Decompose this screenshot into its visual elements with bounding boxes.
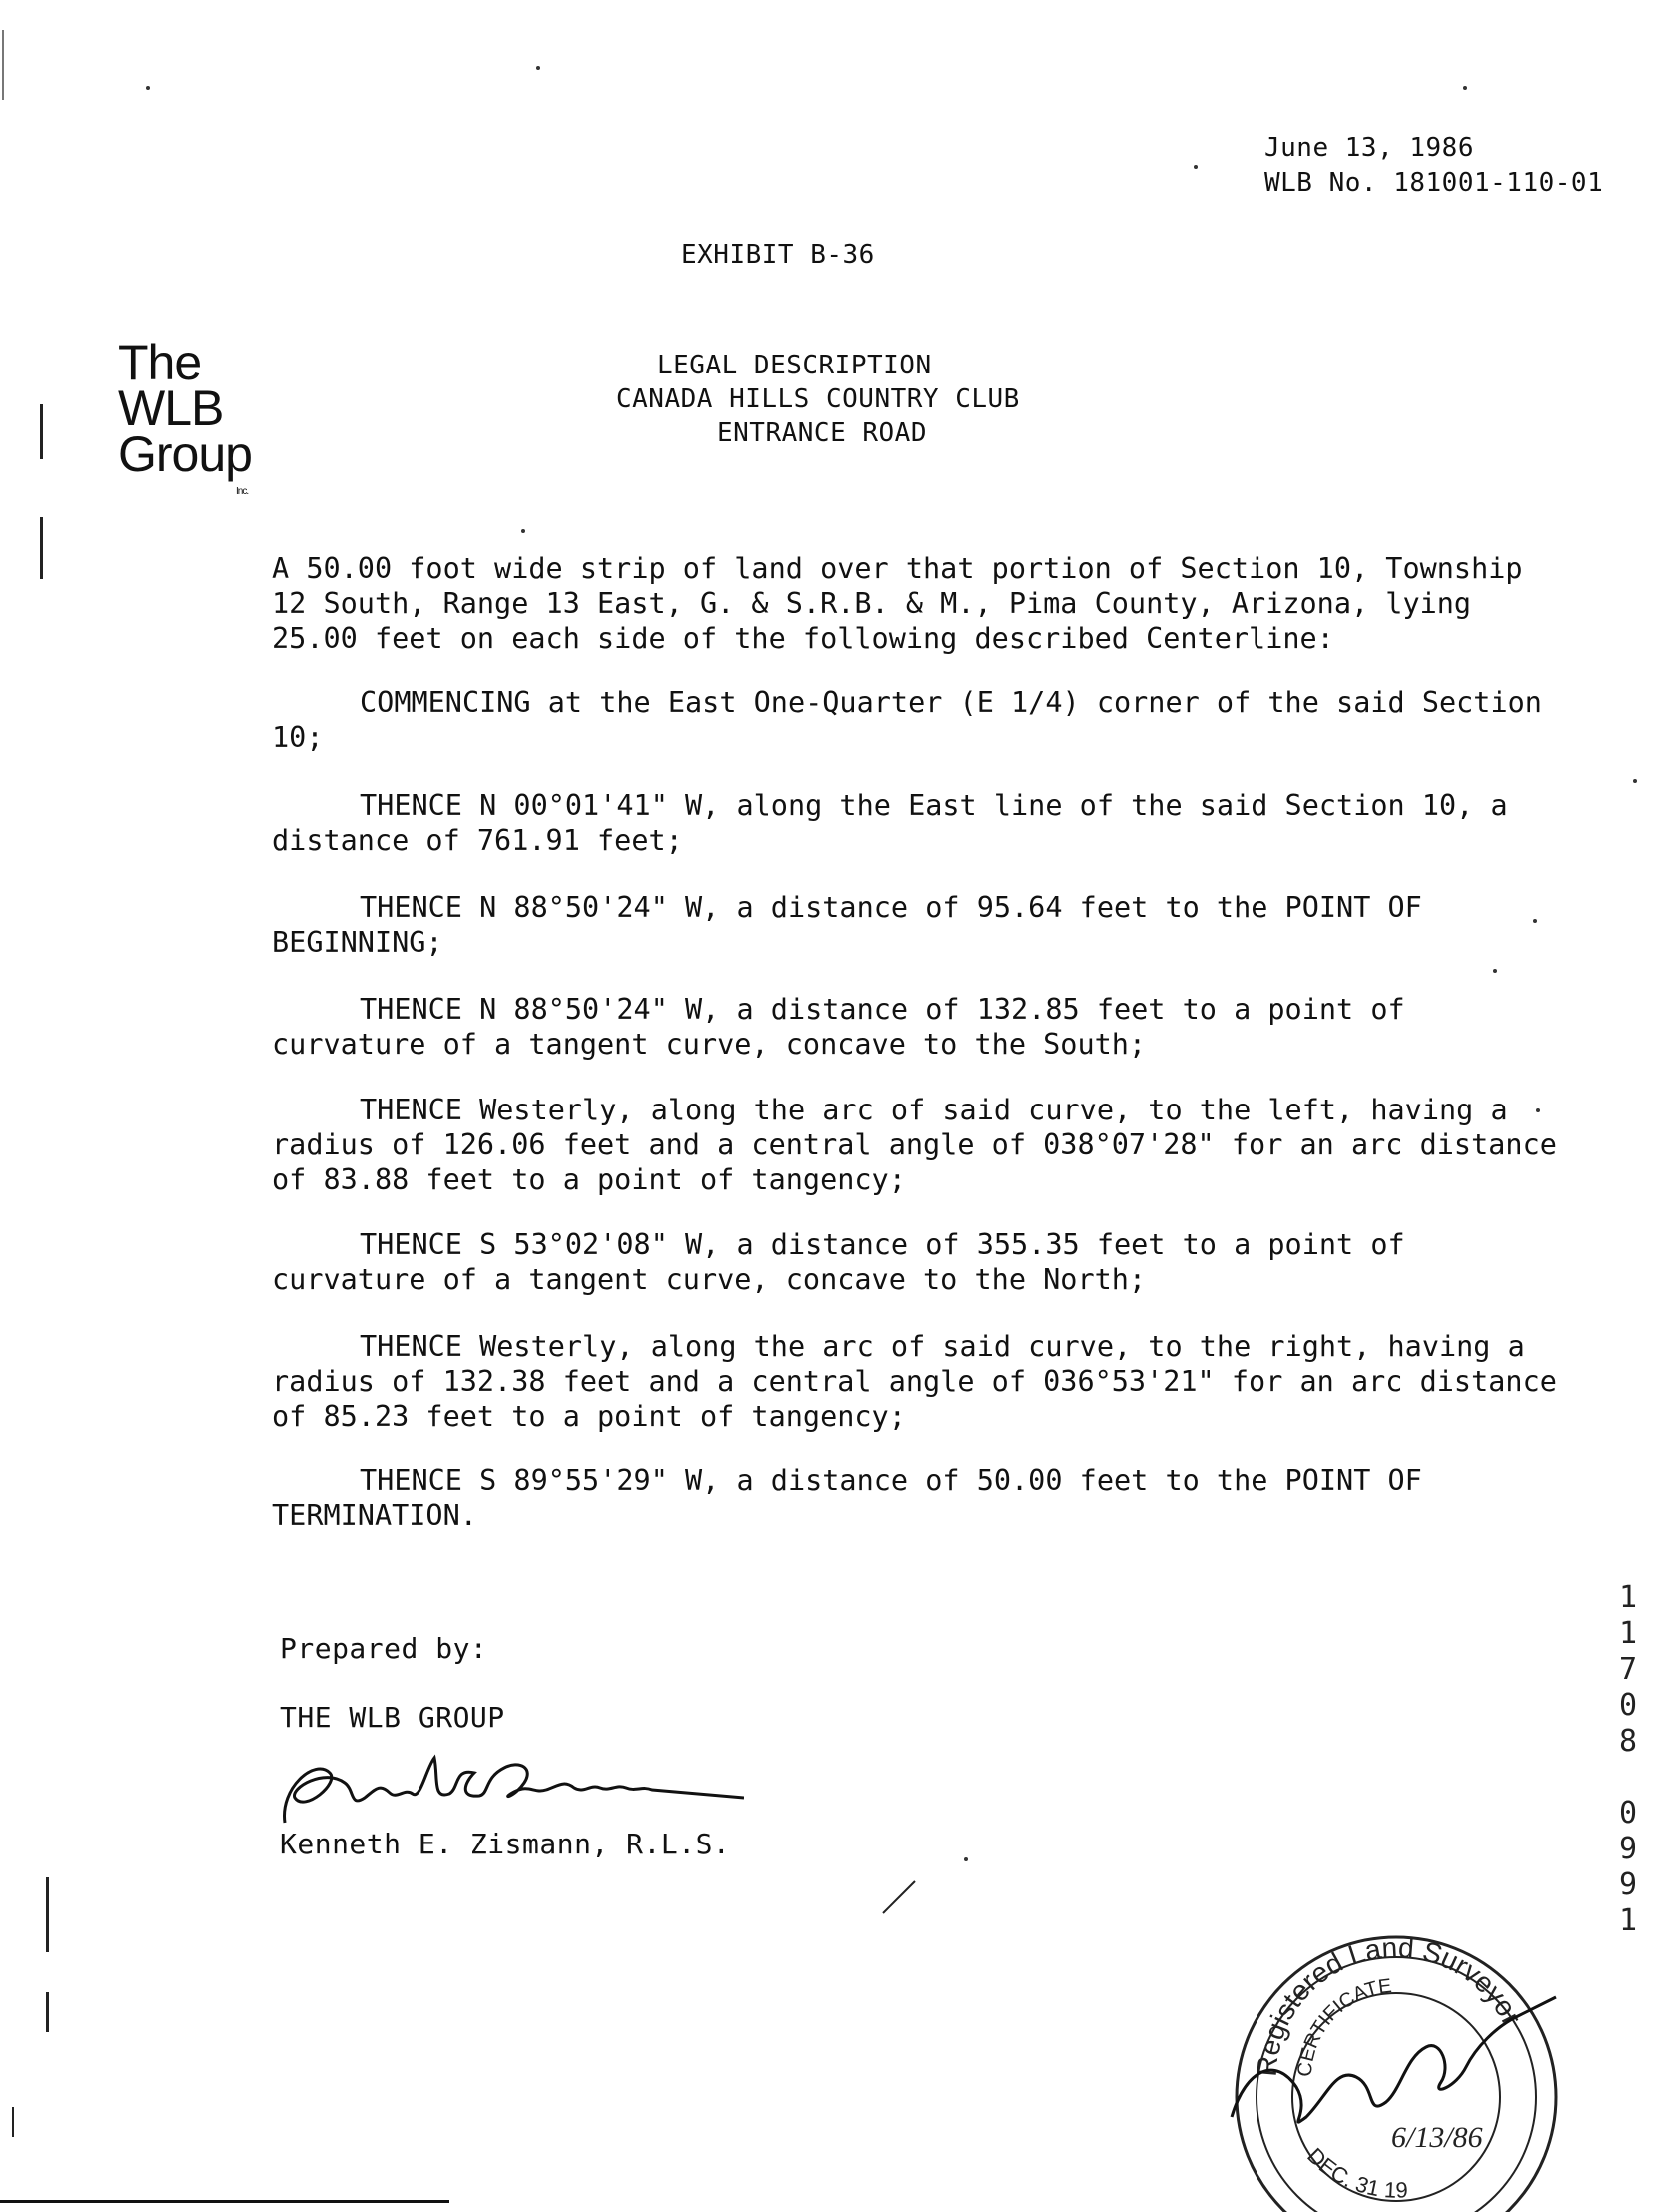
margin-mark [46, 1877, 49, 1952]
course-4-paragraph [272, 1227, 1570, 1297]
course-2-paragraph [272, 890, 1570, 960]
course-3-paragraph [272, 992, 1570, 1062]
commencing-text: COMMENCING at the East One-Quarter (E 1/4) corner of the said Section 10; [272, 686, 1542, 754]
seal-bottom-text: DEC. 31 19 [1302, 2142, 1409, 2203]
course-2-text: THENCE N 88°50'24" W, a distance of 95.64 feet to the POINT OF BEGINNING; [272, 891, 1422, 959]
exhibit-label: EXHIBIT B-36 [681, 240, 875, 270]
bottom-rule [0, 2200, 449, 2203]
course-3-text: THENCE N 88°50'24" W, a distance of 132.85 feet to a point of curvature of a tangent curve, concave to the South; [272, 993, 1405, 1061]
scan-speck [1463, 86, 1467, 90]
document-date: June 13, 1986 [1264, 133, 1474, 163]
scan-speck [964, 1857, 968, 1861]
preparer-name: Kenneth E. Zismann, R.L.S. [280, 1828, 731, 1860]
seal-inner-text: CERTIFICATE [1293, 1974, 1393, 2078]
scan-speck [1194, 165, 1198, 169]
scan-stroke [879, 1877, 919, 1917]
margin-mark [40, 517, 43, 579]
scan-speck [536, 66, 540, 70]
margin-mark [46, 1992, 49, 2032]
termination-paragraph [272, 1463, 1570, 1533]
course-1-paragraph [272, 788, 1570, 858]
course-1-text: THENCE N 00°01'41" W, along the East line of the said Section 10, a distance of 761.91 feet; [272, 789, 1508, 857]
termination-text: THENCE S 89°55'29" W, a distance of 50.00 feet to the POINT OF TERMINATION. [272, 1464, 1422, 1532]
curve-2-text: THENCE Westerly, along the arc of said curve, to the right, having a radius of 132.38 feet and a central angle of 036°53'21" for an arc distance of 85.23 feet to a point of tangency; [272, 1330, 1557, 1433]
preparer-company: THE WLB GROUP [280, 1701, 505, 1734]
scan-speck [1633, 779, 1637, 783]
commencing-paragraph [272, 685, 1570, 755]
margin-mark [12, 2107, 14, 2137]
scan-speck [1493, 969, 1497, 973]
title-entrance-road: ENTRANCE ROAD [717, 418, 927, 448]
course-4-text: THENCE S 53°02'08" W, a distance of 355.35 feet to a point of curvature of a tangent curve, concave to the North; [272, 1228, 1405, 1296]
seal-top-text: Registered Land Surveyor [1251, 1931, 1528, 2078]
recording-number: 1 1 7 0 8 0 9 9 1 [1618, 1580, 1638, 1938]
svg-text:Registered Land Surveyor [1252, 1932, 1528, 2078]
logo-line-group: Group [118, 426, 252, 482]
title-legal-description: LEGAL DESCRIPTION [657, 351, 932, 380]
curve-1-text: THENCE Westerly, along the arc of said curve, to the left, having a radius of 126.06 feet and a central angle of 038°07'28" for an arc distance of 83.88 feet to a point of tangency; [272, 1094, 1557, 1196]
margin-mark [40, 404, 43, 459]
intro-paragraph: A 50.00 foot wide strip of land over that portion of Section 10, Township 12 South, Range 13 East, G. & S.R.B. & M., Pima County, Arizona, lying 25.00 feet on each side of the following described Centerline: [272, 552, 1523, 655]
curve-2-paragraph [272, 1329, 1570, 1434]
scan-speck [1533, 919, 1537, 923]
prepared-by-label: Prepared by: [280, 1632, 488, 1665]
seal-handwritten-date: 6/13/86 [1391, 2121, 1483, 2154]
surveyor-seal [1217, 1917, 1576, 2212]
scan-speck [146, 86, 150, 90]
scan-speck [521, 529, 525, 533]
handwritten-signature [275, 1728, 744, 1838]
logo-line-wlb: WLB [118, 380, 224, 436]
margin-mark [2, 30, 4, 100]
title-canada-hills: CANADA HILLS COUNTRY CLUB [616, 384, 1020, 414]
logo-line-the: The [118, 335, 202, 390]
scan-speck [1536, 1108, 1540, 1112]
wlb-group-logo [118, 335, 252, 497]
curve-1-paragraph [272, 1093, 1570, 1197]
wlb-file-number: WLB No. 181001-110-01 [1264, 168, 1604, 198]
logo-suffix: Inc. [236, 486, 249, 497]
